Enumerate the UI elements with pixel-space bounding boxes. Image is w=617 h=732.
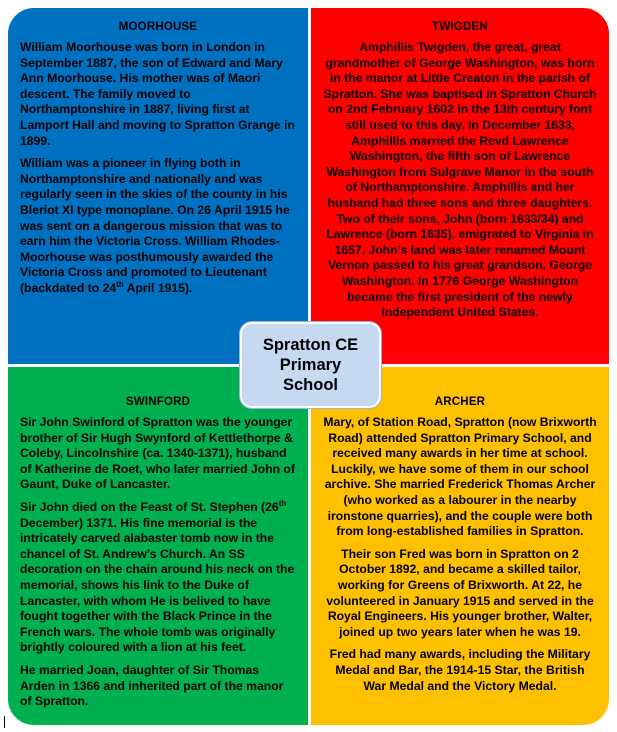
archer-title: ARCHER	[434, 396, 486, 408]
moorhouse-panel	[6, 6, 310, 366]
archer-paragraph-2: Their son Fred was born in Spratton on 2 October 1892, and became a skilled tailor, working for Greens of Brixworth. At 22, he volunteered in January 1915 and served in the Royal Engineers. His younger brother, Walter, joined up two years later when he was 19.	[326, 546, 594, 639]
moorhouse-title: MOORHOUSE	[118, 21, 198, 33]
swinford-paragraph-3: He married Joan, daughter of Sir Thomas Arden in 1366 and inherited part of the manor of Spratton.	[20, 662, 284, 709]
school-name-box	[240, 322, 381, 408]
archer-paragraph-1: Mary, of Station Road, Spratton (now Brixworth Road) attended Spratton Primary School, and received many awards in her time at school. Luckily, we have some of them in our school archive. She married Frederick Thomas Archer (who worked as a labourer in the nearby ironstone quarries), and the couple were both from long-established families in Spratton.	[323, 415, 597, 539]
school-name-line-3: School	[282, 376, 338, 394]
swinford-ordinal-suffix: th	[278, 498, 287, 508]
school-name-line-1: Spratton CE	[262, 336, 359, 354]
swinford-paragraph-2-text: December) 1371. His fine memorial is the intricately carved alabaster tomb now in the chancel of St. Andrew’s Church. An SS decoration on the chain around his neck on the memorial, shows his link to the Duke of Lancaster, with whom He is belived to have fought together with the Black Prince in the French wars. The whole tomb was originally brightly coloured with a lion at his feet.	[20, 515, 295, 655]
moorhouse-ordinal-suffix: th	[116, 279, 124, 289]
text-cursor	[4, 716, 5, 728]
archer-panel	[309, 365, 611, 727]
school-name-line-2: Primary	[279, 356, 342, 374]
moorhouse-paragraph-2-end: April 1915).	[123, 280, 193, 295]
archer-paragraph-3: Fred had many awards, including the Military Medal and Bar, the 1914-15 Star, the British War Medal and the Victory Medal.	[329, 647, 591, 693]
swinford-paragraph-1: Sir John Swinford of Spratton was the younger brother of Sir Hugh Swynford of Kettlethorpe & Coleby, Lincolnshire (ca. 1340-1371), husband of Katherine de Roet, who later married John of Gaunt, Duke of Lancaster.	[20, 415, 295, 492]
swinford-paragraph-2	[20, 500, 296, 656]
swinford-paragraph-2-start: Sir John died on the Feast of St. Stephen (26	[20, 499, 279, 514]
swinford-title: SWINFORD	[125, 396, 191, 408]
moorhouse-paragraph-2-text: William was a pioneer in flying both in Northamptonshire and nationally and was regularly seen in the skies of the county in his Bleriot XI type monoplane. On 26 April 1915 he was sent on a dangerous mission that was to earn him the Victoria Cross. William Rhodes-Moorhouse was posthumously awarded the Victoria Cross and promoted to Lieutenant (backdated to 24	[20, 156, 290, 295]
moorhouse-paragraph-1: William Moorhouse was born in London in September 1887, the son of Edward and Mary Ann Moorhouse. His mother was of Maori descent. The family moved to Northamptonshire in 1887, living first at Lamport Hall and moving to Spratton Grange in 1899.	[20, 40, 295, 148]
moorhouse-paragraph-2	[20, 156, 296, 296]
twigden-title: TWIGDEN	[432, 21, 488, 33]
twigden-panel	[309, 6, 611, 366]
twigden-paragraph-1: Amphillis Twigden, the great, great grandmother of George Washington, was born in the manor at Little Creaton in the parish of Spratton. She was baptised in Spratton Church on 2nd February 1602 in the 13th century font still used to this day. In December 1633, Amphillis married the Revd Lawrence Washington, the fifth son of Lawrence Washington from Sulgrave Manor in the south of Northamptonshire. Amphillis and her husband had three sons and three daughters. Two of their sons, John (born 1633/34) and Lawrence (born 1635), emigrated to Virginia in 1657. John’s land was later renamed Mount Vernon passed to his great grandson, George Washington. In 1776 George Washington became the first president of the newly independent United States.	[323, 40, 597, 320]
swinford-panel	[6, 365, 310, 727]
school-name	[263, 335, 358, 395]
